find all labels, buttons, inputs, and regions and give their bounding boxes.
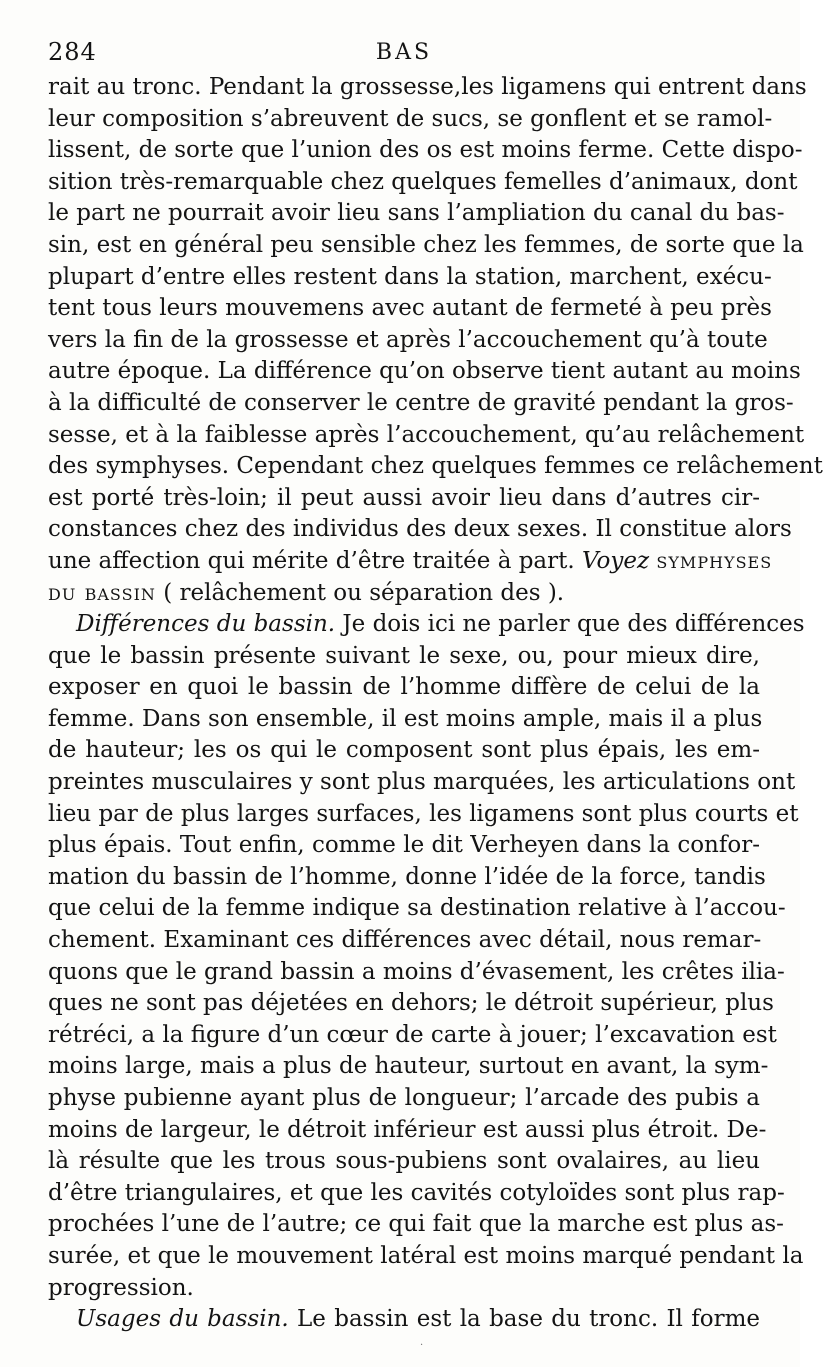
text-segment: sin, est en général peu sensible chez les femmes, de sorte que la [48,231,804,258]
footer-mark: · [420,1340,424,1351]
text-line [48,957,785,989]
text-line [48,1178,785,1210]
text-segment: rétréci, a la figure d’un cœur de carte à jouer; l’excavation est [48,1021,777,1048]
text-segment: femme. Dans son ensemble, il est moins ample, mais il a plus [48,705,763,732]
text-segment: vers la fin de la grossesse et après l’accouchement qu’à toute [48,326,768,353]
text-segment: là résulte que les trous sous-pubiens sont ovalaires, au lieu [48,1148,760,1175]
text-line [48,1115,767,1147]
text-line [48,325,768,357]
text-segment: sition très-remarquable chez quelques femelles d’animaux, dont [48,168,798,195]
text-segment: ques ne sont pas déjetées en dehors; le détroit supérieur, plus [48,990,774,1017]
text-segment: de hauteur; les os qui le composent sont plus épais, les em- [48,737,760,764]
text-line [48,167,798,199]
text-line [48,104,773,136]
text-segment: tent tous leurs mouvemens avec autant de fermeté à peu près [48,295,772,322]
text-line [48,198,785,230]
page-number: 284 [48,38,97,66]
italic-heading: Voyez [582,547,650,574]
text-segment: lieu par de plus larges surfaces, les ligamens sont plus courts et [48,800,799,827]
italic-heading: Usages du bassin. [76,1306,289,1333]
text-line [48,1241,804,1273]
text-line [48,1273,760,1305]
text-segment: que celui de la femme indique sa destination relative à l’accou- [48,895,786,922]
text-segment: surée, et que le mouvement latéral est moins marqué pendant la [48,1242,804,1269]
text-line [48,1146,760,1178]
text-line [48,988,774,1020]
text-segment: le part ne pourrait avoir lieu sans l’ampliation du canal du bas- [48,200,785,227]
text-line [48,514,792,546]
text-line [48,893,786,925]
text-line [48,862,766,894]
text-line [48,704,763,736]
text-segment: à la difficulté de conserver le centre de gravité pendant la gros- [48,389,794,416]
text-segment: chement. Examinant ces différences avec détail, nous remar- [48,927,762,954]
text-segment: une affection qui mérite d’être traitée à part. [48,547,583,574]
text-segment: plus épais. Tout enfin, comme le dit Verheyen dans la confor- [48,832,760,859]
running-head: BAS [375,40,433,65]
small-caps-reference: du bassin [48,579,156,606]
text-segment: progression. [48,1274,194,1301]
text-segment: physe pubienne ayant plus de longueur; l’arcade des pubis a [48,1085,760,1111]
text-segment: quons que le grand bassin a moins d’évasement, les crêtes ilia- [48,958,785,985]
text-segment: lissent, de sorte que l’union des os est moins ferme. Cette dispo- [48,137,803,164]
text-segment: est porté très-loin; il peut aussi avoir lieu dans d’autres cir- [48,484,760,511]
small-caps-reference: symphyses [656,547,773,574]
text-line [48,293,772,325]
text-segment: preintes musculaires y sont plus marquées, les articulations ont [48,769,796,796]
text-segment: moins large, mais a plus de hauteur, surtout en avant, la sym- [48,1053,769,1080]
text-segment: que le bassin présente suivant le sexe, ou, pour mieux dire, [48,642,760,669]
text-segment: des symphyses. Cependant chez quelques femmes ce relâchement [48,453,823,480]
text-segment: moins de largeur, le détroit inférieur est aussi plus étroit. De- [48,1116,767,1143]
text-line [48,483,760,515]
text-line [48,641,760,673]
text-segment: constances chez des individus des deux sexes. Il constitue alors [48,516,792,543]
text-segment: plupart d’entre elles restent dans la station, marchent, exécu- [48,263,772,290]
text-segment: exposer en quoi le bassin de l’homme diffère de celui de la [48,674,760,701]
text-line [48,799,799,831]
text-line [48,72,807,104]
text-line [48,356,801,388]
text-line [48,546,773,578]
text-segment: Le bassin est la base du tronc. Il forme [288,1306,760,1333]
text-segment: ( relâchement ou séparation des ). [155,579,565,606]
text-line [48,767,796,799]
text-line [48,1083,760,1115]
page-header [48,38,760,72]
body-text [48,72,823,1336]
text-segment: prochées l’une de l’autre; ce qui fait que la marche est plus as- [48,1211,784,1238]
text-line [48,230,804,262]
text-line [48,451,823,483]
text-line [48,1209,784,1241]
text-segment: d’être triangulaires, et que les cavités cotyloïdes sont plus rap- [48,1179,785,1206]
text-line [48,1304,760,1336]
text-line [48,830,760,862]
italic-heading: Différences du bassin. [76,611,336,638]
text-segment: leur composition s’abreuvent de sucs, se gonflent et se ramol- [48,105,773,132]
text-line [48,1051,769,1083]
text-segment: autre époque. La différence qu’on observe tient autant au moins [48,358,801,385]
text-segment: mation du bassin de l’homme, donne l’idée de la force, tandis [48,863,766,890]
text-line [48,578,760,610]
text-line [48,420,805,452]
text-segment: sesse, et à la faiblesse après l’accouchement, qu’au relâchement [48,421,805,448]
text-segment: rait au tronc. Pendant la grossesse,les ligamens qui entrent dans [48,74,807,100]
text-line [48,672,760,704]
text-line [48,262,772,294]
text-line [48,388,794,420]
text-line [48,1020,777,1052]
text-line [48,609,805,641]
text-line [48,735,760,767]
text-segment: Je dois ici ne parler que des différences [335,611,805,638]
text-line [48,135,803,167]
text-line [48,925,760,957]
